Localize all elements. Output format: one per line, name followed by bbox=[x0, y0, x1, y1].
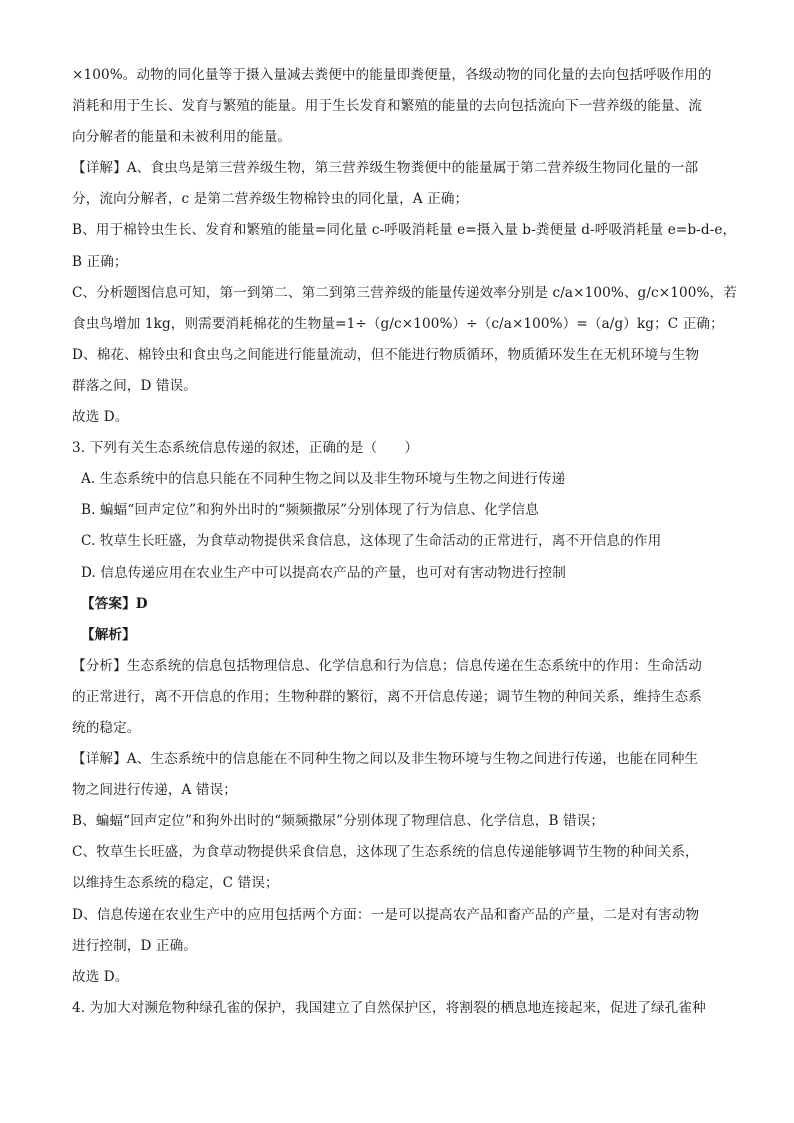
option-a: A. 生态系统中的信息只能在不同种生物之间以及非生物环境与生物之间进行传递 bbox=[81, 471, 566, 488]
document-page bbox=[72, 60, 737, 1024]
analysis-heading: 【解析】 bbox=[81, 626, 136, 643]
text-line: C、分析题图信息可知，第一到第二、第二到第三营养级的能量传递效率分别是 c/a×100%、g/c×100%，若 bbox=[72, 284, 737, 301]
text-line: B、蝙蝠“回声定位”和狗外出时的“频频撒尿”分别体现了物理信息、化学信息，B 错误； bbox=[72, 813, 605, 830]
detail-heading-line: 【详解】A、生态系统中的信息能在不同种生物之间以及非生物环境与生物之间进行传递，也能在同种生 bbox=[72, 751, 699, 768]
conclusion-line: 故选 D。 bbox=[72, 409, 129, 426]
text-line: 向分解者的能量和未被利用的能量。 bbox=[72, 129, 292, 146]
text-line: 的正常进行，离不开信息的作用；生物种群的繁衍，离不开信息传递；调节生物的种间关系，维持生态系 bbox=[72, 688, 702, 705]
answer-line: 【答案】D bbox=[81, 595, 148, 612]
text-line: 以维持生态系统的稳定，C 错误； bbox=[72, 875, 279, 892]
text-line: 食虫鸟增加 1kg，则需要消耗棉花的生物量=1÷（g/c×100%）÷（c/a×100%）=（a/g）kg；C 正确； bbox=[72, 315, 724, 332]
text-line: 进行控制，D 正确。 bbox=[72, 937, 197, 954]
option-b: B. 蝙蝠“回声定位”和狗外出时的“频频撒尿”分别体现了行为信息、化学信息 bbox=[81, 502, 539, 519]
analysis-line: 【分析】生态系统的信息包括物理信息、化学信息和行为信息；信息传递在生态系统中的作用：生命活动 bbox=[72, 657, 702, 674]
text-line: 物之间进行传递，A 错误； bbox=[72, 782, 237, 799]
text-line: 群落之间，D 错误。 bbox=[72, 377, 197, 394]
text-line: C、牧草生长旺盛，为食草动物提供采食信息，这体现了生态系统的信息传递能够调节生物的种间关系， bbox=[72, 844, 699, 861]
conclusion-line: 故选 D。 bbox=[72, 968, 129, 985]
text-line: ×100%。动物的同化量等于摄入量减去粪便中的能量即粪便量，各级动物的同化量的去向包括呼吸作用的 bbox=[72, 67, 712, 83]
option-d: D. 信息传递应用在农业生产中可以提高农产品的产量，也可对有害动物进行控制 bbox=[81, 564, 566, 581]
detail-heading-line: 【详解】A、食虫鸟是第三营养级生物，第三营养级生物粪便中的能量属于第二营养级生物同化量的一部 bbox=[72, 160, 699, 177]
text-line: D、棉花、棉铃虫和食虫鸟之间能进行能量流动，但不能进行物质循环，物质循环发生在无机环境与生物 bbox=[72, 346, 700, 363]
option-c: C. 牧草生长旺盛，为食草动物提供采食信息，这体现了生命活动的正常进行，离不开信息的作用 bbox=[81, 533, 662, 550]
text-line: D、信息传递在农业生产中的应用包括两个方面：一是可以提高农产品和畜产品的产量，二是对有害动物 bbox=[72, 906, 700, 923]
question-title: 3. 下列有关生态系统信息传递的叙述，正确的是（ ） bbox=[72, 440, 419, 457]
text-line: B 正确； bbox=[72, 253, 128, 270]
question-title: 4. 为加大对濒危物种绿孔雀的保护，我国建立了自然保护区，将割裂的栖息地连接起来，促进了绿孔雀种 bbox=[72, 999, 706, 1016]
text-line: B、用于棉铃虫生长、发育和繁殖的能量=同化量 c-呼吸消耗量 e=摄入量 b-粪便量 d-呼吸消耗量 e=b-d-e， bbox=[72, 222, 737, 239]
text-line: 分，流向分解者，c 是第二营养级生物棉铃虫的同化量，A 正确； bbox=[72, 191, 469, 208]
text-line: 消耗和用于生长、发育与繁殖的能量。用于生长发育和繁殖的能量的去向包括流向下一营养级的能量、流 bbox=[72, 98, 702, 115]
text-line: 统的稳定。 bbox=[72, 719, 141, 736]
